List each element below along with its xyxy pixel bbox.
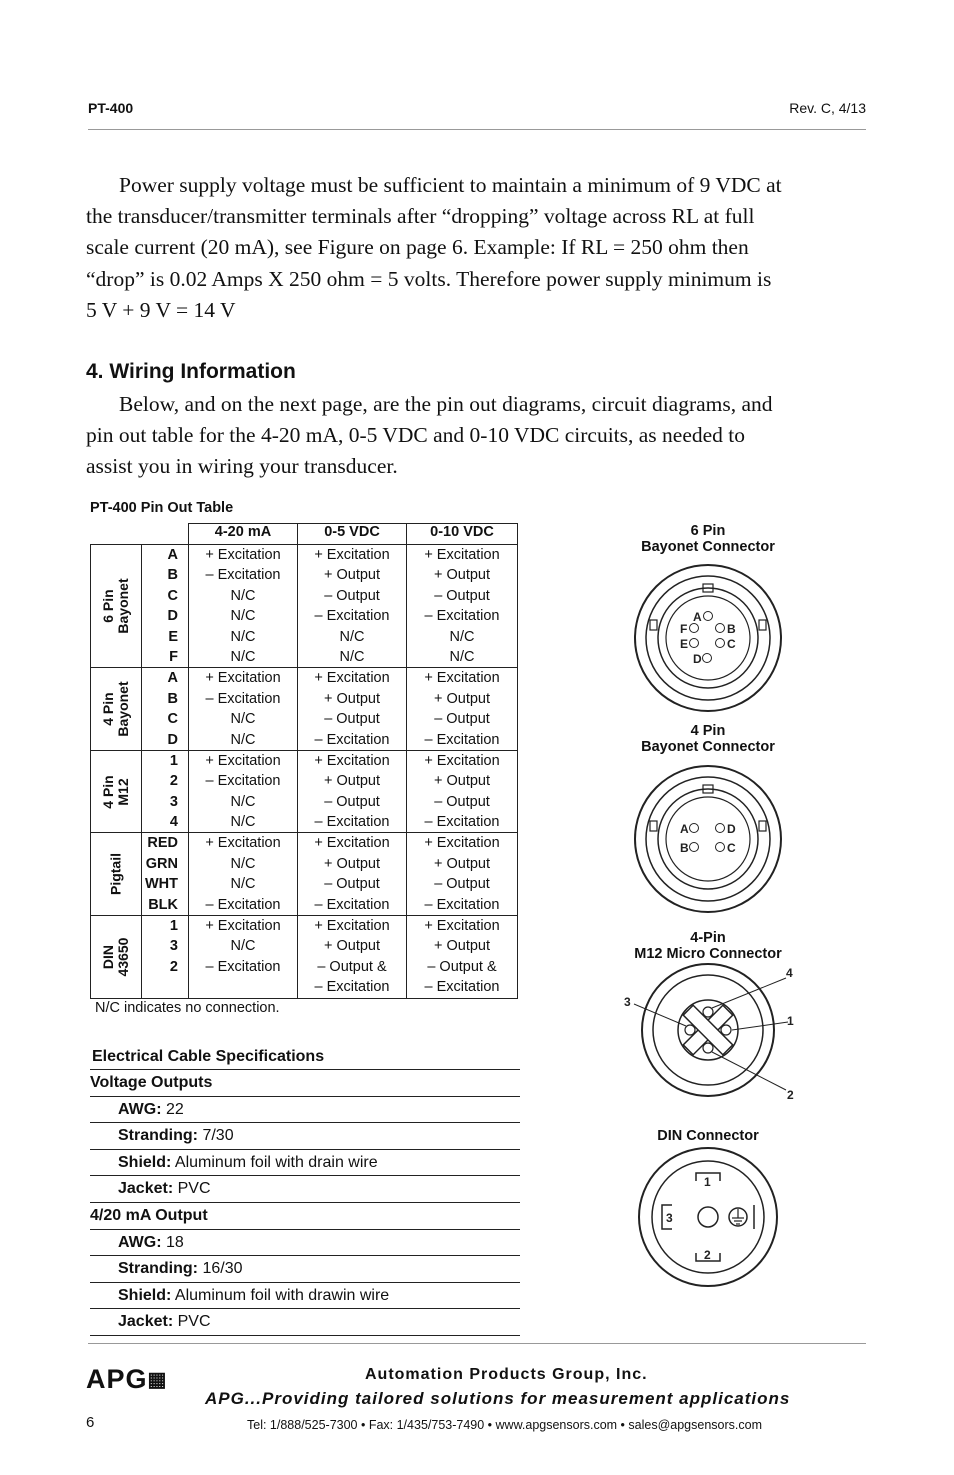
signal-value: – Excitation [205, 773, 281, 790]
signal-value: + Excitation [205, 918, 281, 935]
spec-row [90, 1123, 520, 1150]
spec-row [90, 1309, 520, 1336]
pin-id: 3 [169, 938, 178, 955]
signal-value: – Excitation [424, 896, 500, 913]
spec-heading [90, 1070, 520, 1097]
intro-paragraph [86, 170, 876, 326]
pin-label: 2 [704, 1248, 711, 1262]
pin-label: 4 [786, 966, 793, 980]
pin-id: 2 [169, 958, 178, 975]
pin-label: 2 [787, 1088, 794, 1102]
signal-value: + Excitation [424, 835, 500, 852]
signal-value: N/C [230, 731, 256, 748]
signal-value: – Output [434, 876, 490, 893]
logo-text: APG [86, 1364, 148, 1394]
signal-value: N/C [230, 608, 256, 625]
spec-row [90, 1230, 520, 1257]
signal-value: + Output [433, 690, 491, 707]
pin-id-cell [142, 916, 189, 999]
spec-row [90, 1283, 520, 1310]
section-line: assist you in wiring your transducer. [86, 454, 398, 479]
signal-value: – Output [324, 793, 380, 810]
pin-label: A [693, 610, 702, 624]
signal-value: – Excitation [205, 567, 281, 584]
signal-value: – Excitation [424, 979, 500, 996]
spec-row [90, 1256, 520, 1283]
spec-label: AWG: [118, 1233, 162, 1251]
signal-cell [407, 668, 518, 751]
signal-value: – Output [434, 587, 490, 604]
spec-row [90, 1097, 520, 1124]
header-rule [88, 129, 866, 130]
section-heading: 4. Wiring Information [86, 360, 296, 383]
pin-id: A [167, 670, 178, 687]
signal-value: + Output [323, 567, 381, 584]
intro-line: scale current (20 mA), see Figure on page 6. Example: If RL = 250 ohm then [86, 235, 749, 260]
signal-value: N/C [449, 648, 475, 665]
signal-cell [189, 545, 298, 668]
pin-id: GRN [145, 855, 178, 872]
connector-group-label: 4 Pin M12 [91, 750, 142, 833]
signal-value: + Excitation [205, 752, 281, 769]
pin-id [142, 977, 188, 997]
pin-label: 3 [624, 995, 631, 1009]
signal-cell [407, 545, 518, 668]
signal-value: N/C [230, 793, 256, 810]
signal-value: N/C [230, 711, 256, 728]
signal-value: N/C [339, 628, 365, 645]
pin-label: B [680, 841, 689, 855]
pin-id-cell [142, 545, 189, 668]
col-header: 0-10 VDC [407, 524, 518, 545]
pin-label: 1 [704, 1175, 711, 1189]
signal-value: + Output [433, 938, 491, 955]
signal-value: – Excitation [314, 979, 390, 996]
section-paragraph [86, 389, 876, 483]
connector-group-label: DIN 43650 [91, 916, 142, 999]
intro-line: “drop” is 0.02 Amps X 250 ohm = 5 volts. Therefore power supply minimum is [86, 266, 772, 291]
intro-line: 5 V + 9 V = 14 V [86, 297, 236, 322]
signal-value: – Excitation [424, 814, 500, 831]
spec-value: 16/30 [198, 1260, 243, 1278]
signal-cell [189, 916, 298, 999]
company-name: Automation Products Group, Inc. [365, 1366, 648, 1383]
signal-cell [189, 833, 298, 916]
signal-value: – Excitation [205, 896, 281, 913]
signal-value: + Output [433, 567, 491, 584]
six-pin-label-1: 6 Pin [690, 523, 726, 539]
pin-id-cell [142, 750, 189, 833]
signal-value: – Output [324, 876, 380, 893]
four-pin-label-1: 4 Pin [690, 723, 726, 739]
signal-cell [298, 750, 407, 833]
signal-value: + Excitation [205, 670, 281, 687]
signal-value: N/C [230, 648, 256, 665]
pin-label: D [693, 652, 702, 666]
table-row [91, 668, 518, 751]
signal-value: – Output [324, 711, 380, 728]
signal-value: – Excitation [424, 608, 500, 625]
signal-value: + Excitation [314, 752, 390, 769]
signal-value: N/C [230, 876, 256, 893]
signal-value: + Output [433, 855, 491, 872]
pin-id: BLK [148, 896, 178, 913]
signal-value: – Output & [427, 958, 497, 975]
signal-value: + Output [323, 690, 381, 707]
spec-value: PVC [173, 1180, 211, 1198]
four-pin-label [630, 723, 786, 755]
spec-value: 18 [161, 1233, 184, 1251]
spec-label: Stranding: [118, 1127, 198, 1145]
signal-cell [298, 668, 407, 751]
signal-value: + Excitation [424, 752, 500, 769]
signal-value [189, 977, 297, 997]
signal-value: + Output [323, 855, 381, 872]
pin-id: WHT [144, 876, 178, 893]
intro-line: the transducer/transmitter terminals after “dropping” voltage across RL at full [86, 204, 755, 229]
signal-cell [298, 545, 407, 668]
pin-id: D [167, 608, 178, 625]
pin-label: A [680, 822, 689, 836]
signal-value: + Excitation [205, 547, 281, 563]
spec-value: PVC [173, 1313, 211, 1331]
table-note: N/C indicates no connection. [95, 1000, 280, 1016]
pin-id: F [169, 648, 178, 665]
section-line: Below, and on the next page, are the pin out diagrams, circuit diagrams, and [119, 392, 773, 416]
pin-label: C [727, 637, 736, 651]
six-pin-connector-diagram [630, 562, 786, 718]
signal-cell [189, 750, 298, 833]
table-row [91, 750, 518, 833]
din-label: DIN Connector [657, 1128, 759, 1144]
pin-id: 4 [169, 814, 178, 831]
pin-id: 2 [169, 773, 178, 790]
pin-label: D [727, 822, 736, 836]
signal-value: – Output [324, 587, 380, 604]
footer-rule [88, 1343, 866, 1344]
spec-label: Stranding: [118, 1260, 198, 1278]
pin-id-cell [142, 833, 189, 916]
pin-id: E [168, 628, 178, 645]
signal-value: – Output [434, 793, 490, 810]
signal-value: – Output & [317, 958, 387, 975]
signal-value: + Excitation [424, 918, 500, 935]
pin-label: 1 [787, 1014, 794, 1028]
signal-cell [407, 916, 518, 999]
signal-cell [189, 668, 298, 751]
signal-value: N/C [230, 587, 256, 604]
pin-id: D [167, 731, 178, 748]
signal-value: – Excitation [314, 814, 390, 831]
contact-info: Tel: 1/888/525-7300 • Fax: 1/435/753-7490 • www.apgsensors.com • sales@apgsensors.com [247, 1418, 762, 1432]
spec-value: Aluminum foil with drain wire [171, 1153, 378, 1171]
logo-mark-icon: ▦ [147, 1369, 168, 1391]
signal-cell [298, 833, 407, 916]
spec-label: AWG: [118, 1100, 162, 1118]
cable-spec-title: Electrical Cable Specifications [92, 1048, 325, 1065]
spec-label: Jacket: [118, 1180, 174, 1198]
connector-group-label: 4 Pin Bayonet [91, 668, 142, 751]
signal-value: – Excitation [205, 690, 281, 707]
pin-id: C [167, 587, 178, 604]
connector-group-label: Pigtail [91, 833, 142, 916]
spec-label: 4/20 mA Output [90, 1206, 208, 1224]
signal-value: + Excitation [314, 547, 390, 563]
signal-value: – Excitation [205, 958, 281, 975]
pin-id: B [167, 690, 178, 707]
spec-row [90, 1176, 520, 1203]
signal-value: + Output [323, 773, 381, 790]
pin-id: A [167, 547, 178, 563]
section-line: pin out table for the 4-20 mA, 0-5 VDC and 0-10 VDC circuits, as needed to [86, 423, 746, 448]
signal-value: + Output [433, 773, 491, 790]
spec-label: Voltage Outputs [90, 1074, 213, 1091]
spec-label: Jacket: [118, 1313, 174, 1331]
spec-value: Aluminum foil with drawin wire [171, 1286, 390, 1304]
pin-label: B [727, 622, 736, 636]
doc-model: PT-400 [88, 100, 134, 116]
signal-value: + Excitation [424, 547, 500, 563]
col-header: 4-20 mA [189, 524, 298, 545]
signal-cell [298, 916, 407, 999]
col-header: 0-5 VDC [298, 524, 407, 545]
pin-id: B [167, 567, 178, 584]
table-row [91, 833, 518, 916]
pin-table-title: PT-400 Pin Out Table [90, 500, 234, 516]
signal-value: + Excitation [314, 835, 390, 852]
signal-value: + Output [323, 938, 381, 955]
spec-label: Shield: [118, 1153, 172, 1171]
m12-label [625, 930, 791, 962]
four-pin-connector-diagram [630, 763, 786, 919]
pin-out-table [90, 523, 518, 999]
signal-value: – Excitation [314, 731, 390, 748]
spec-row [90, 1150, 520, 1177]
signal-value: N/C [230, 855, 256, 872]
pin-id: RED [147, 835, 178, 852]
table-row [91, 545, 518, 668]
cable-spec-table [90, 1069, 520, 1336]
signal-value: + Excitation [314, 918, 390, 935]
pin-id: C [167, 711, 178, 728]
pin-id: 1 [169, 918, 178, 935]
spec-value: 22 [161, 1100, 184, 1118]
six-pin-label [630, 523, 786, 555]
doc-revision: Rev. C, 4/13 [789, 100, 866, 116]
table-corner [91, 524, 189, 545]
spec-heading [90, 1203, 520, 1230]
signal-value: + Excitation [424, 670, 500, 687]
table-row [91, 916, 518, 999]
signal-value: N/C [230, 628, 256, 645]
signal-value: N/C [339, 648, 365, 665]
pin-label: F [680, 622, 688, 636]
signal-value: – Excitation [424, 731, 500, 748]
page-number: 6 [86, 1414, 95, 1431]
signal-value: – Excitation [314, 608, 390, 625]
pin-label: 3 [666, 1211, 673, 1225]
signal-value: + Excitation [314, 670, 390, 687]
signal-value: + Excitation [205, 835, 281, 852]
signal-value: – Output [434, 711, 490, 728]
m12-connector-diagram [620, 962, 800, 1107]
signal-value: N/C [230, 814, 256, 831]
four-pin-label-2: Bayonet Connector [641, 739, 775, 755]
apg-logo [86, 1364, 167, 1395]
din-connector-diagram [630, 1145, 786, 1290]
spec-value: 7/30 [198, 1127, 234, 1145]
six-pin-label-2: Bayonet Connector [641, 539, 775, 555]
signal-value: N/C [230, 938, 256, 955]
m12-label-1: 4-Pin [690, 930, 726, 946]
pin-id-cell [142, 668, 189, 751]
intro-line: Power supply voltage must be sufficient to maintain a minimum of 9 VDC at [119, 173, 782, 197]
signal-cell [407, 833, 518, 916]
pin-label: C [727, 841, 736, 855]
connector-group-label: 6 Pin Bayonet [91, 545, 142, 668]
signal-cell [407, 750, 518, 833]
pin-label: E [680, 637, 689, 651]
signal-value: – Excitation [314, 896, 390, 913]
m12-label-2: M12 Micro Connector [634, 946, 782, 962]
spec-label: Shield: [118, 1286, 172, 1304]
pin-id: 3 [169, 793, 178, 810]
pin-id: 1 [169, 752, 178, 769]
signal-value: N/C [449, 628, 475, 645]
company-tagline: APG...Providing tailored solutions for measurement applications [205, 1389, 791, 1408]
